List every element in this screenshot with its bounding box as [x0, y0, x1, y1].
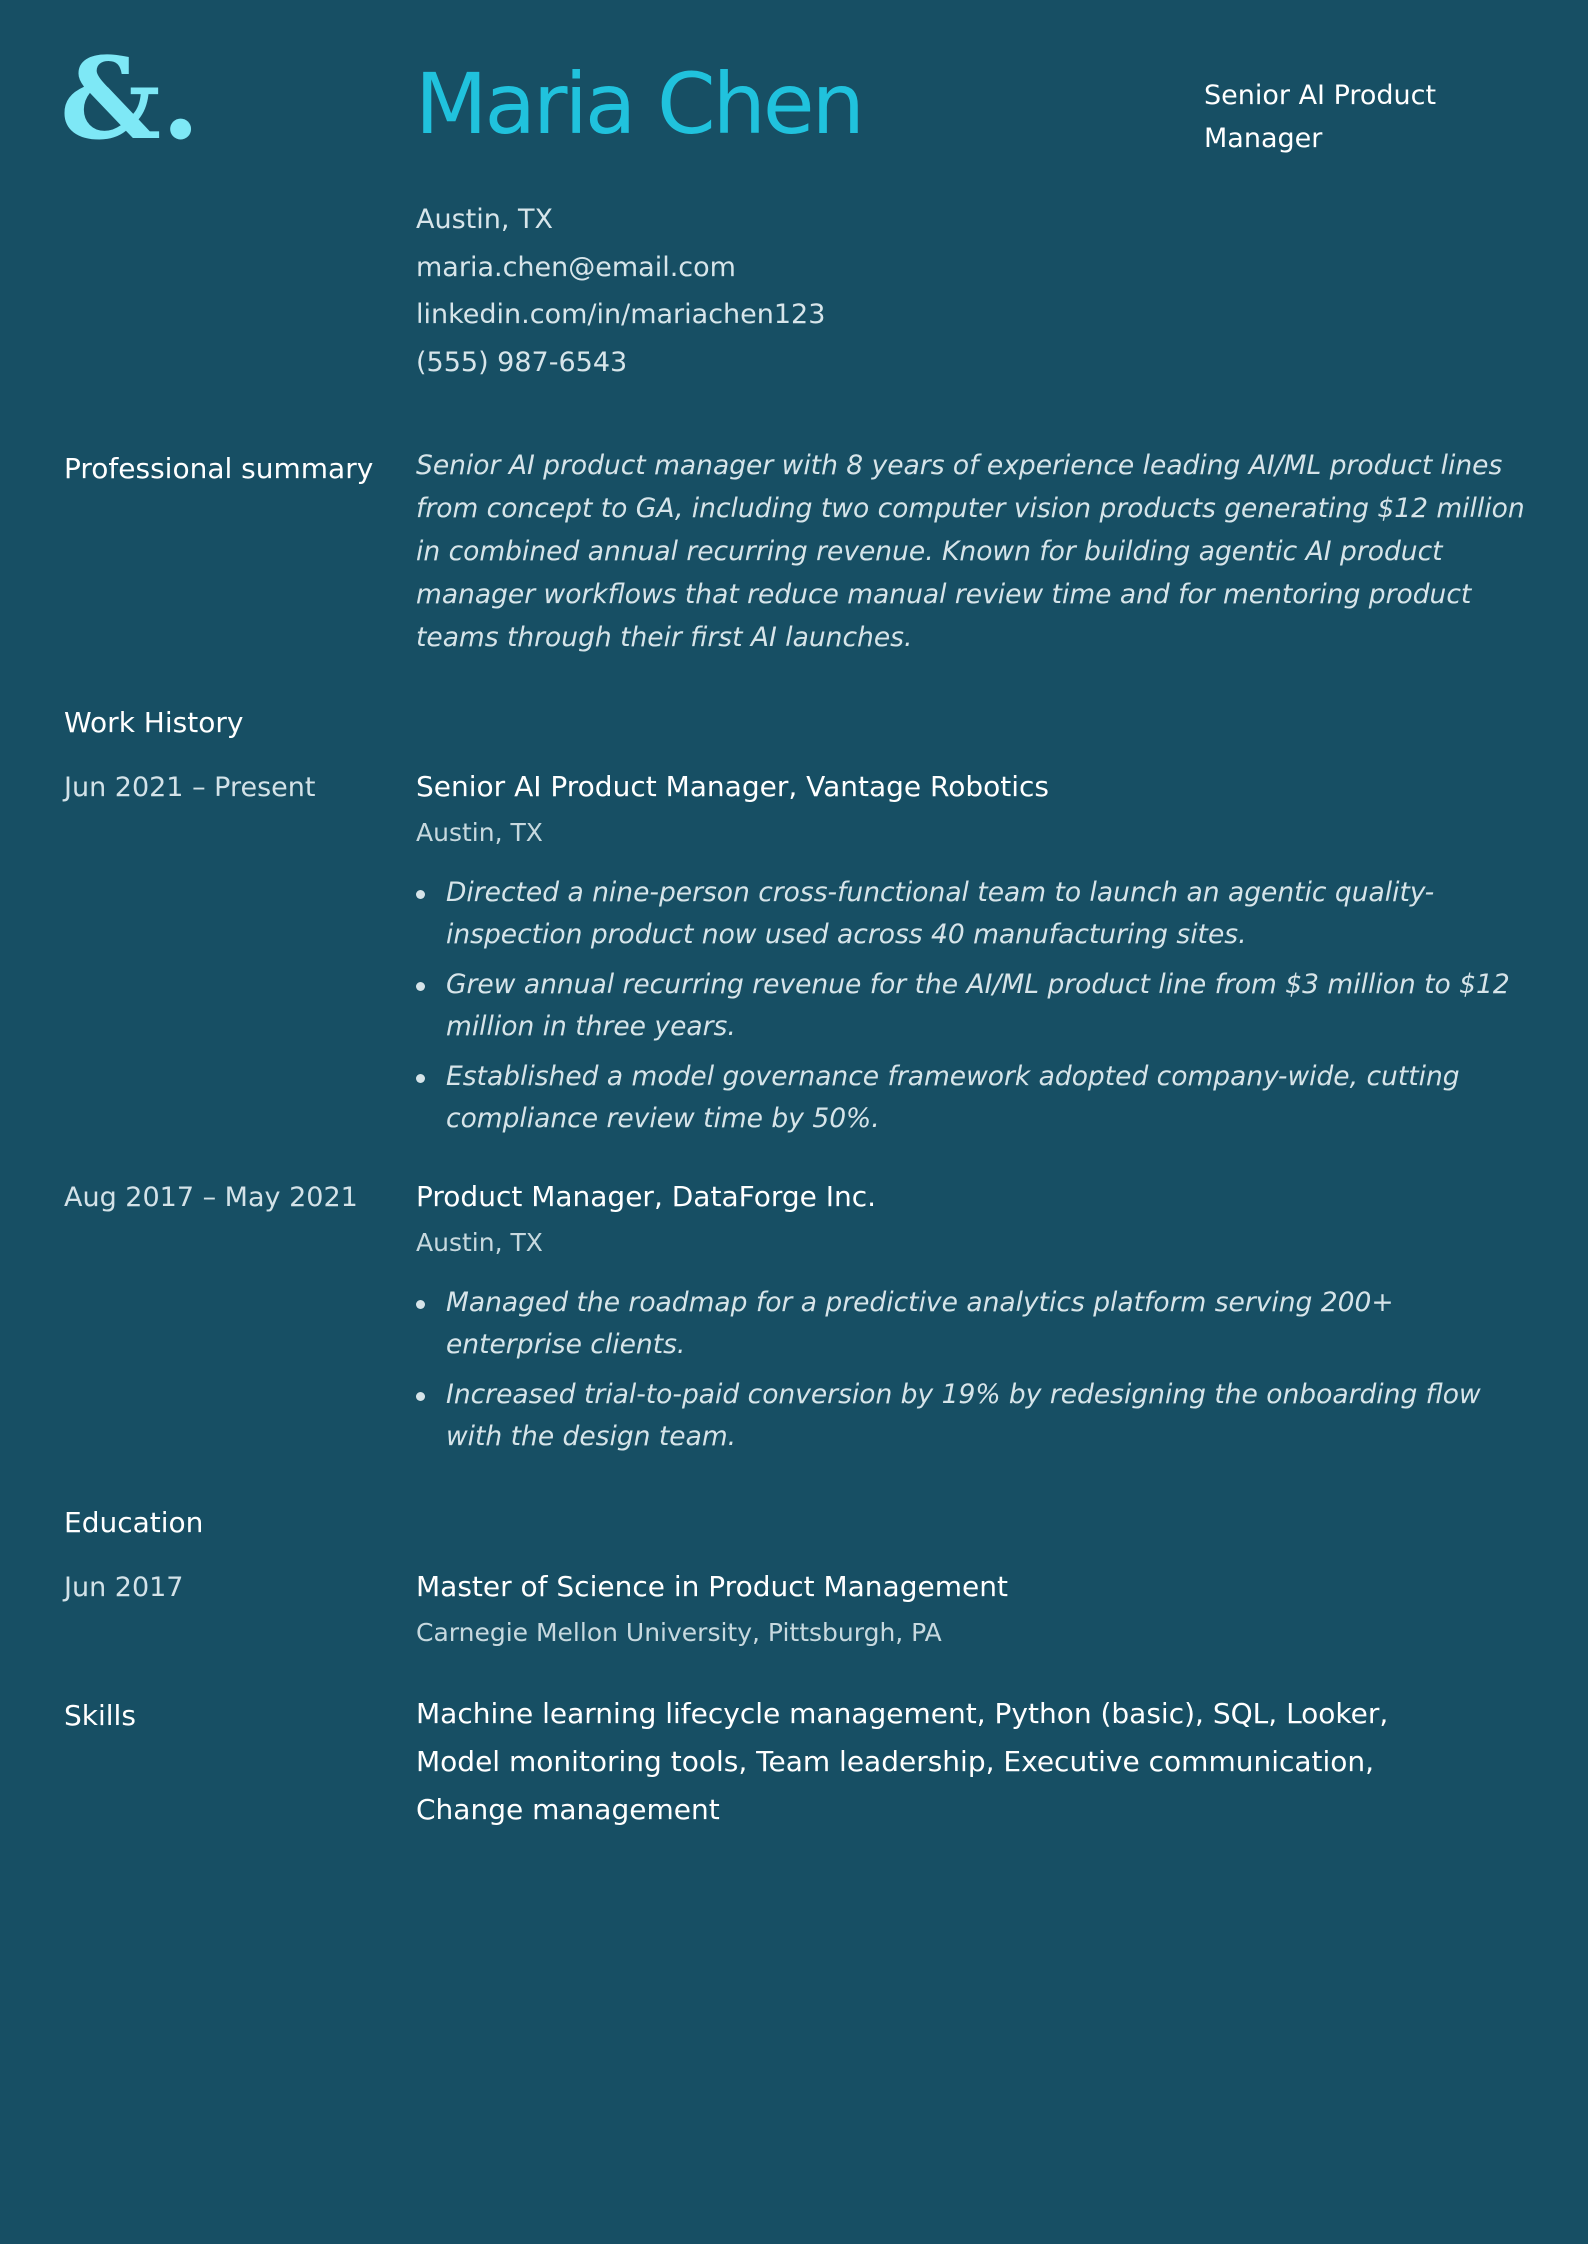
job-bullet-text: Managed the roadmap for a predictive analytics platform serving 200+ enterprise clients.	[446, 1287, 1394, 1360]
job-dates: Jun 2021 – Present	[64, 772, 316, 803]
skill-item: SQL,	[1212, 1697, 1278, 1730]
logo-ampersand: &.	[60, 34, 201, 165]
job-location: Austin, TX	[416, 1228, 543, 1257]
education-label: Education	[64, 1506, 204, 1539]
contact-linkedin[interactable]: linkedin.com/in/mariachen123	[416, 299, 826, 330]
job-title: Product Manager, DataForge Inc.	[416, 1180, 877, 1213]
skill-item: Change management	[416, 1793, 720, 1826]
job-bullet	[416, 964, 1526, 1048]
job-bullet	[416, 1056, 1526, 1140]
job-bullet-text: Directed a nine-person cross-functional team to launch an agentic quality-inspection product now used across 40 manufacturing sites.	[446, 877, 1435, 950]
skill-item: Machine learning lifecycle management,	[416, 1697, 986, 1730]
job-location: Austin, TX	[416, 818, 543, 847]
job-bullet	[416, 1282, 1526, 1366]
education-date: Jun 2017	[64, 1572, 184, 1603]
contact-phone: (555) 987-6543	[416, 346, 628, 378]
skill-item: Executive communication,	[1003, 1745, 1375, 1778]
contact-email[interactable]: maria.chen@email.com	[416, 251, 736, 283]
skill-item: Python (basic),	[994, 1697, 1204, 1730]
job-bullet-text: Grew annual recurring revenue for the AI/ML product line from $3 million to $12 million in three years.	[446, 969, 1510, 1042]
skill-item: Model monitoring tools,	[416, 1745, 748, 1778]
summary-label: Professional summary	[64, 452, 374, 485]
job-bullets	[416, 872, 1526, 1148]
skill-item: Looker,	[1286, 1697, 1389, 1730]
bullet-dot	[416, 890, 425, 899]
skill-item: Team leadership,	[756, 1745, 995, 1778]
contact-location: Austin, TX	[416, 204, 554, 235]
education-school: Carnegie Mellon University, Pittsburgh, PA	[416, 1618, 942, 1647]
skills-label: Skills	[64, 1699, 136, 1732]
job-bullet-text: Established a model governance framework adopted company-wide, cutting compliance review time by 50%.	[446, 1061, 1460, 1134]
work-history-label: Work History	[64, 706, 244, 739]
job-dates: Aug 2017 – May 2021	[64, 1182, 358, 1213]
job-title: Senior AI Product Manager, Vantage Robotics	[416, 770, 1050, 803]
summary-text: Senior AI product manager with 8 years of experience leading AI/ML product lines from concept to GA, including two computer vision products generating $12 million in combined annual recurring revenue. Known for building agentic AI product manager workflows that reduce manual review time and for mentoring product teams through their first AI launches.	[416, 450, 1525, 653]
job-bullet	[416, 872, 1526, 956]
bullet-dot	[416, 982, 425, 991]
bullet-dot	[416, 1300, 425, 1309]
job-bullets	[416, 1282, 1526, 1466]
skills-list	[416, 1690, 1416, 1834]
job-bullet-text: Increased trial-to-paid conversion by 19% by redesigning the onboarding flow with the design team.	[446, 1379, 1481, 1452]
bullet-dot	[416, 1074, 425, 1083]
candidate-name: Maria Chen	[415, 55, 862, 153]
job-bullet	[416, 1374, 1526, 1458]
candidate-headline: Senior AI Product Manager	[1204, 80, 1437, 154]
contact-block	[416, 196, 825, 386]
bullet-dot	[416, 1392, 425, 1401]
education-degree: Master of Science in Product Management	[416, 1570, 1008, 1603]
